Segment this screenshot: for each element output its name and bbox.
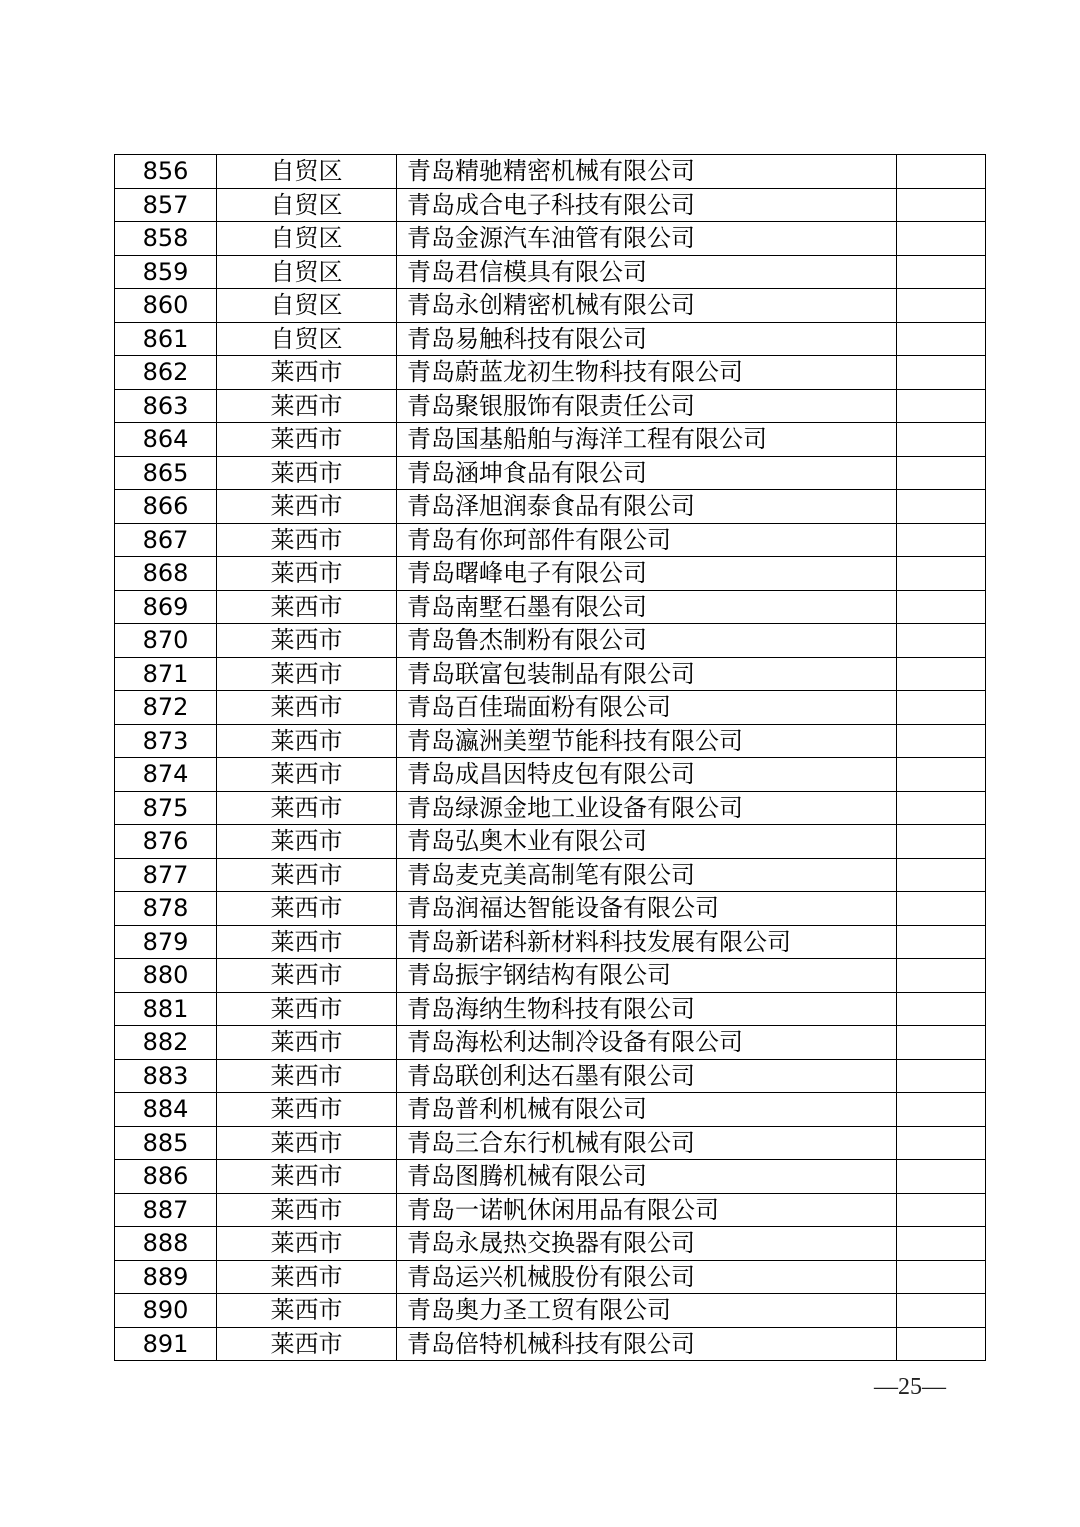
row-company-name-cell: 青岛聚银服饰有限责任公司 (397, 389, 897, 423)
row-area-cell: 莱西市 (217, 892, 397, 926)
row-company-name-cell: 青岛三合东行机械有限公司 (397, 1126, 897, 1160)
row-area-cell: 莱西市 (217, 1294, 397, 1328)
row-area-cell: 莱西市 (217, 1327, 397, 1361)
row-number-cell: 887 (115, 1193, 217, 1227)
row-company-name-cell: 青岛联创利达石墨有限公司 (397, 1059, 897, 1093)
row-note-cell (897, 691, 986, 725)
row-note-cell (897, 657, 986, 691)
row-area-cell: 自贸区 (217, 188, 397, 222)
row-company-name-cell: 青岛百佳瑞面粉有限公司 (397, 691, 897, 725)
table-row (115, 1160, 986, 1194)
row-company-name-cell: 青岛运兴机械股份有限公司 (397, 1260, 897, 1294)
table-row (115, 624, 986, 658)
table-row (115, 322, 986, 356)
row-number-cell: 877 (115, 858, 217, 892)
row-area-cell: 莱西市 (217, 959, 397, 993)
row-area-cell: 莱西市 (217, 456, 397, 490)
row-note-cell (897, 1126, 986, 1160)
row-number-cell: 873 (115, 724, 217, 758)
row-company-name-cell: 青岛永创精密机械有限公司 (397, 289, 897, 323)
row-note-cell (897, 1193, 986, 1227)
row-company-name-cell: 青岛瀛洲美塑节能科技有限公司 (397, 724, 897, 758)
row-area-cell: 莱西市 (217, 624, 397, 658)
row-note-cell (897, 1260, 986, 1294)
row-number-cell: 872 (115, 691, 217, 725)
table-row (115, 557, 986, 591)
row-note-cell (897, 992, 986, 1026)
row-area-cell: 莱西市 (217, 724, 397, 758)
row-number-cell: 880 (115, 959, 217, 993)
row-note-cell (897, 456, 986, 490)
row-number-cell: 864 (115, 423, 217, 457)
row-company-name-cell: 青岛君信模具有限公司 (397, 255, 897, 289)
row-area-cell: 自贸区 (217, 322, 397, 356)
row-number-cell: 866 (115, 490, 217, 524)
table-row (115, 1294, 986, 1328)
row-company-name-cell: 青岛新诺科新材料科技发展有限公司 (397, 925, 897, 959)
table-row (115, 959, 986, 993)
row-number-cell: 875 (115, 791, 217, 825)
row-company-name-cell: 青岛弘奥木业有限公司 (397, 825, 897, 859)
row-note-cell (897, 724, 986, 758)
row-area-cell: 莱西市 (217, 523, 397, 557)
row-company-name-cell: 青岛海松利达制冷设备有限公司 (397, 1026, 897, 1060)
row-area-cell: 莱西市 (217, 1160, 397, 1194)
table-row (115, 389, 986, 423)
row-company-name-cell: 青岛振宇钢结构有限公司 (397, 959, 897, 993)
table-row (115, 791, 986, 825)
table-row (115, 1093, 986, 1127)
row-area-cell: 莱西市 (217, 1260, 397, 1294)
row-number-cell: 870 (115, 624, 217, 658)
row-company-name-cell: 青岛成合电子科技有限公司 (397, 188, 897, 222)
table-row (115, 1026, 986, 1060)
row-area-cell: 自贸区 (217, 255, 397, 289)
row-company-name-cell: 青岛润福达智能设备有限公司 (397, 892, 897, 926)
row-note-cell (897, 523, 986, 557)
table-row (115, 456, 986, 490)
row-number-cell: 862 (115, 356, 217, 390)
table-row (115, 1227, 986, 1261)
row-number-cell: 856 (115, 155, 217, 189)
row-note-cell (897, 490, 986, 524)
row-number-cell: 867 (115, 523, 217, 557)
row-number-cell: 884 (115, 1093, 217, 1127)
row-area-cell: 莱西市 (217, 1193, 397, 1227)
row-company-name-cell: 青岛国基船舶与海洋工程有限公司 (397, 423, 897, 457)
row-number-cell: 883 (115, 1059, 217, 1093)
row-number-cell: 879 (115, 925, 217, 959)
row-area-cell: 莱西市 (217, 356, 397, 390)
row-number-cell: 859 (115, 255, 217, 289)
row-note-cell (897, 590, 986, 624)
row-note-cell (897, 289, 986, 323)
row-number-cell: 863 (115, 389, 217, 423)
row-company-name-cell: 青岛易触科技有限公司 (397, 322, 897, 356)
row-note-cell (897, 892, 986, 926)
row-company-name-cell: 青岛图腾机械有限公司 (397, 1160, 897, 1194)
row-area-cell: 自贸区 (217, 155, 397, 189)
row-company-name-cell: 青岛有你珂部件有限公司 (397, 523, 897, 557)
row-number-cell: 871 (115, 657, 217, 691)
row-area-cell: 莱西市 (217, 758, 397, 792)
row-area-cell: 莱西市 (217, 825, 397, 859)
row-note-cell (897, 624, 986, 658)
table-row (115, 724, 986, 758)
row-note-cell (897, 825, 986, 859)
row-company-name-cell: 青岛绿源金地工业设备有限公司 (397, 791, 897, 825)
table-row (115, 255, 986, 289)
row-number-cell: 874 (115, 758, 217, 792)
row-area-cell: 莱西市 (217, 590, 397, 624)
row-note-cell (897, 1227, 986, 1261)
row-area-cell: 莱西市 (217, 490, 397, 524)
row-number-cell: 891 (115, 1327, 217, 1361)
page-number: —25— (874, 1374, 946, 1400)
row-company-name-cell: 青岛麦克美高制笔有限公司 (397, 858, 897, 892)
table-body (115, 155, 986, 1361)
row-company-name-cell: 青岛倍特机械科技有限公司 (397, 1327, 897, 1361)
row-area-cell: 自贸区 (217, 289, 397, 323)
row-number-cell: 860 (115, 289, 217, 323)
row-number-cell: 857 (115, 188, 217, 222)
row-number-cell: 876 (115, 825, 217, 859)
row-note-cell (897, 959, 986, 993)
table-row (115, 1193, 986, 1227)
row-number-cell: 886 (115, 1160, 217, 1194)
row-company-name-cell: 青岛海纳生物科技有限公司 (397, 992, 897, 1026)
row-note-cell (897, 1093, 986, 1127)
row-note-cell (897, 791, 986, 825)
table-row (115, 1260, 986, 1294)
row-company-name-cell: 青岛鲁杰制粉有限公司 (397, 624, 897, 658)
row-area-cell: 莱西市 (217, 925, 397, 959)
row-area-cell: 莱西市 (217, 791, 397, 825)
row-note-cell (897, 188, 986, 222)
row-company-name-cell: 青岛南墅石墨有限公司 (397, 590, 897, 624)
table-row (115, 992, 986, 1026)
row-number-cell: 890 (115, 1294, 217, 1328)
row-company-name-cell: 青岛精驰精密机械有限公司 (397, 155, 897, 189)
row-number-cell: 869 (115, 590, 217, 624)
row-company-name-cell: 青岛成昌因特皮包有限公司 (397, 758, 897, 792)
row-number-cell: 888 (115, 1227, 217, 1261)
row-area-cell: 莱西市 (217, 1227, 397, 1261)
row-area-cell: 莱西市 (217, 858, 397, 892)
row-area-cell: 莱西市 (217, 1093, 397, 1127)
row-number-cell: 878 (115, 892, 217, 926)
row-area-cell: 自贸区 (217, 222, 397, 256)
row-note-cell (897, 423, 986, 457)
table-row (115, 825, 986, 859)
row-number-cell: 858 (115, 222, 217, 256)
row-company-name-cell: 青岛蔚蓝龙初生物科技有限公司 (397, 356, 897, 390)
table-row (115, 758, 986, 792)
table-row (115, 1327, 986, 1361)
row-company-name-cell: 青岛曙峰电子有限公司 (397, 557, 897, 591)
table-row (115, 590, 986, 624)
row-note-cell (897, 1160, 986, 1194)
row-company-name-cell: 青岛普利机械有限公司 (397, 1093, 897, 1127)
row-note-cell (897, 222, 986, 256)
table-row (115, 657, 986, 691)
row-note-cell (897, 1026, 986, 1060)
row-number-cell: 865 (115, 456, 217, 490)
row-note-cell (897, 1327, 986, 1361)
row-note-cell (897, 858, 986, 892)
row-note-cell (897, 155, 986, 189)
table-row (115, 490, 986, 524)
row-number-cell: 882 (115, 1026, 217, 1060)
row-company-name-cell: 青岛联富包装制品有限公司 (397, 657, 897, 691)
row-area-cell: 莱西市 (217, 1126, 397, 1160)
row-area-cell: 莱西市 (217, 691, 397, 725)
row-company-name-cell: 青岛永晟热交换器有限公司 (397, 1227, 897, 1261)
row-number-cell: 881 (115, 992, 217, 1026)
row-company-name-cell: 青岛涵坤食品有限公司 (397, 456, 897, 490)
table-row (115, 892, 986, 926)
table-row (115, 523, 986, 557)
table-row (115, 925, 986, 959)
row-note-cell (897, 389, 986, 423)
row-company-name-cell: 青岛奥力圣工贸有限公司 (397, 1294, 897, 1328)
row-area-cell: 莱西市 (217, 1026, 397, 1060)
row-area-cell: 莱西市 (217, 557, 397, 591)
row-note-cell (897, 322, 986, 356)
table-row (115, 691, 986, 725)
row-area-cell: 莱西市 (217, 423, 397, 457)
row-number-cell: 885 (115, 1126, 217, 1160)
row-note-cell (897, 1059, 986, 1093)
row-note-cell (897, 758, 986, 792)
row-note-cell (897, 557, 986, 591)
row-number-cell: 868 (115, 557, 217, 591)
row-note-cell (897, 356, 986, 390)
table-row (115, 858, 986, 892)
row-note-cell (897, 1294, 986, 1328)
row-note-cell (897, 925, 986, 959)
table-row (115, 289, 986, 323)
table-row (115, 1059, 986, 1093)
row-area-cell: 莱西市 (217, 1059, 397, 1093)
table-row (115, 188, 986, 222)
row-area-cell: 莱西市 (217, 992, 397, 1026)
table-row (115, 155, 986, 189)
row-company-name-cell: 青岛一诺帆休闲用品有限公司 (397, 1193, 897, 1227)
table-row (115, 423, 986, 457)
table-row (115, 1126, 986, 1160)
row-company-name-cell: 青岛金源汽车油管有限公司 (397, 222, 897, 256)
row-note-cell (897, 255, 986, 289)
table-row (115, 222, 986, 256)
row-area-cell: 莱西市 (217, 657, 397, 691)
company-list-table (114, 154, 986, 1361)
table-row (115, 356, 986, 390)
row-number-cell: 889 (115, 1260, 217, 1294)
row-area-cell: 莱西市 (217, 389, 397, 423)
row-company-name-cell: 青岛泽旭润泰食品有限公司 (397, 490, 897, 524)
row-number-cell: 861 (115, 322, 217, 356)
